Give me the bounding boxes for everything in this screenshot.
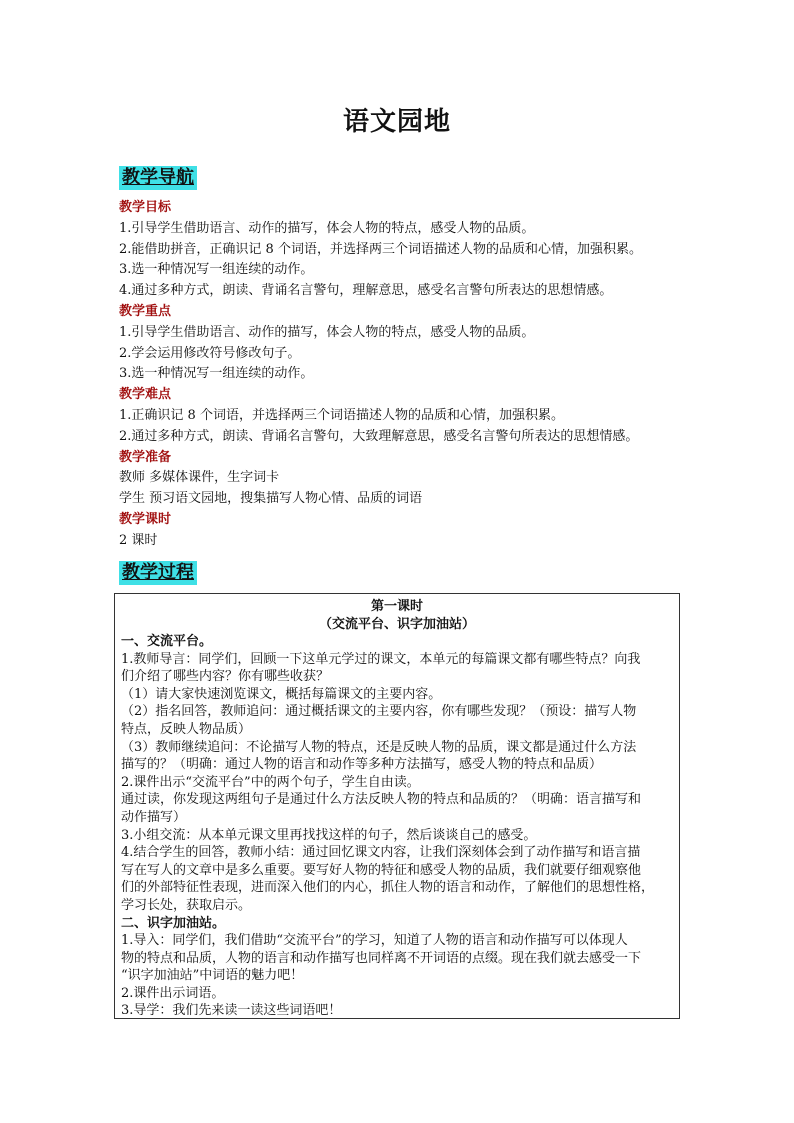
lesson-line: 物的特点和品质，人物的语言和动作描写也同样离不开词语的点缀。现在我们就去感受一下 <box>121 950 642 966</box>
section-heading: 教学课时 <box>119 511 172 527</box>
lesson-line: 4.结合学生的回答，教师小结：通过回忆课文内容，让我们深刻体会到了动作描写和语言描 <box>121 845 641 861</box>
teaching-guide-label: 教学导航 <box>119 166 197 190</box>
lesson-line: 3.小组交流：从本单元课文里再找找这样的句子，然后谈谈自己的感受。 <box>121 827 537 843</box>
lesson-line: （2）指名回答，教师追问：通过概括课文的主要内容，你有哪些发现？（预设：描写人物 <box>121 704 637 720</box>
section-heading: 教学目标 <box>119 200 172 215</box>
section-line: 3.选一种情况写一组连续的动作。 <box>119 366 314 382</box>
lesson-line: 动作描写） <box>121 809 187 825</box>
page-title: 语文园地 <box>342 107 451 137</box>
lesson-line: 1.教师导言：同学们，回顾一下这单元学过的课文，本单元的每篇课文都有哪些特点？向我 <box>121 651 641 667</box>
section-line: 2.通过多种方式，朗读、背诵名言警句，大致理解意思，感受名言警句所表达的思想情感。 <box>119 428 639 444</box>
lesson-box <box>114 593 680 1019</box>
lesson-line: 们介绍了哪些内容？你有哪些收获？ <box>121 669 330 685</box>
section-line: 2.能借助拼音，正确识记 8 个词语，并选择两三个词语描述人物的品质和心情，加强积累。 <box>119 241 642 257</box>
section-line: 学生 预习语文园地，搜集描写人物心情、品质的词语 <box>119 491 423 507</box>
lesson-section-heading: 一、交流平台。 <box>121 634 213 649</box>
lesson-line: 3.导学：我们先来读一读这些词语吧！ <box>121 1003 342 1019</box>
lesson-line: （3）教师继续追问：不论描写人物的特点，还是反映人物的品质，课文都是通过什么方法 <box>121 739 637 755</box>
section-heading: 教学难点 <box>119 387 172 403</box>
teaching-sections <box>119 198 699 552</box>
lesson-line: 们的外部特征性表现，进而深入他们的内心，抓住人物的语言和动作，了解他们的思想性格， <box>121 880 655 896</box>
section-line: 教师 多媒体课件，生字词卡 <box>119 470 280 486</box>
lesson-line: 2.课件出示词语。 <box>121 985 225 1001</box>
lesson-line: 写在写人的文章中是多么重要。要写好人物的特征和感受人物的品质，我们就要仔细观察他 <box>121 862 642 878</box>
lesson-line: 学习长处，获取启示。 <box>121 897 252 913</box>
section-line: 1.引导学生借助语言、动作的描写，体会人物的特点，感受人物的品质。 <box>119 220 535 236</box>
section-line: 4.通过多种方式，朗读、背诵名言警句，理解意思，感受名言警句所表达的思想情感。 <box>119 283 613 299</box>
section-line: 1.引导学生借助语言、动作的描写，体会人物的特点，感受人物的品质。 <box>119 324 535 340</box>
lesson-line: 通过读，你发现这两组句子是通过什么方法反映人物的特点和品质的？（明确：语言描写和 <box>121 792 642 808</box>
section-line: 3.选一种情况写一组连续的动作。 <box>119 262 314 278</box>
section-heading: 教学重点 <box>119 303 172 319</box>
lesson-content <box>121 633 673 1020</box>
section-line: 2 课时 <box>119 532 158 548</box>
section-heading: 教学准备 <box>119 449 172 465</box>
lesson-subtitle: （交流平台、识字加油站） <box>318 616 475 632</box>
lesson-line: 2.课件出示“交流平台”中的两个句子，学生自由读。 <box>121 774 420 790</box>
lesson-line: “识字加油站”中词语的魅力吧！ <box>121 968 304 984</box>
lesson-section-heading: 二、识字加油站。 <box>121 915 226 931</box>
lesson-title: 第一课时 <box>370 599 423 614</box>
teaching-process-label: 教学过程 <box>119 561 197 585</box>
lesson-line: 1.导入：同学们，我们借助“交流平台”的学习，知道了人物的语言和动作描写可以体现人 <box>121 933 628 949</box>
lesson-line: 描写的？（明确：通过人物的语言和动作等多种方法描写，感受人物的特点和品质） <box>121 757 603 773</box>
section-line: 2.学会运用修改符号修改句子。 <box>119 345 301 361</box>
section-line: 1.正确识记 8 个词语，并选择两三个词语描述人物的品质和心情，加强积累。 <box>119 407 564 423</box>
lesson-line: 特点，反映人物品质） <box>121 721 252 737</box>
lesson-line: （1）请大家快速浏览课文，概括每篇课文的主要内容。 <box>121 686 442 702</box>
